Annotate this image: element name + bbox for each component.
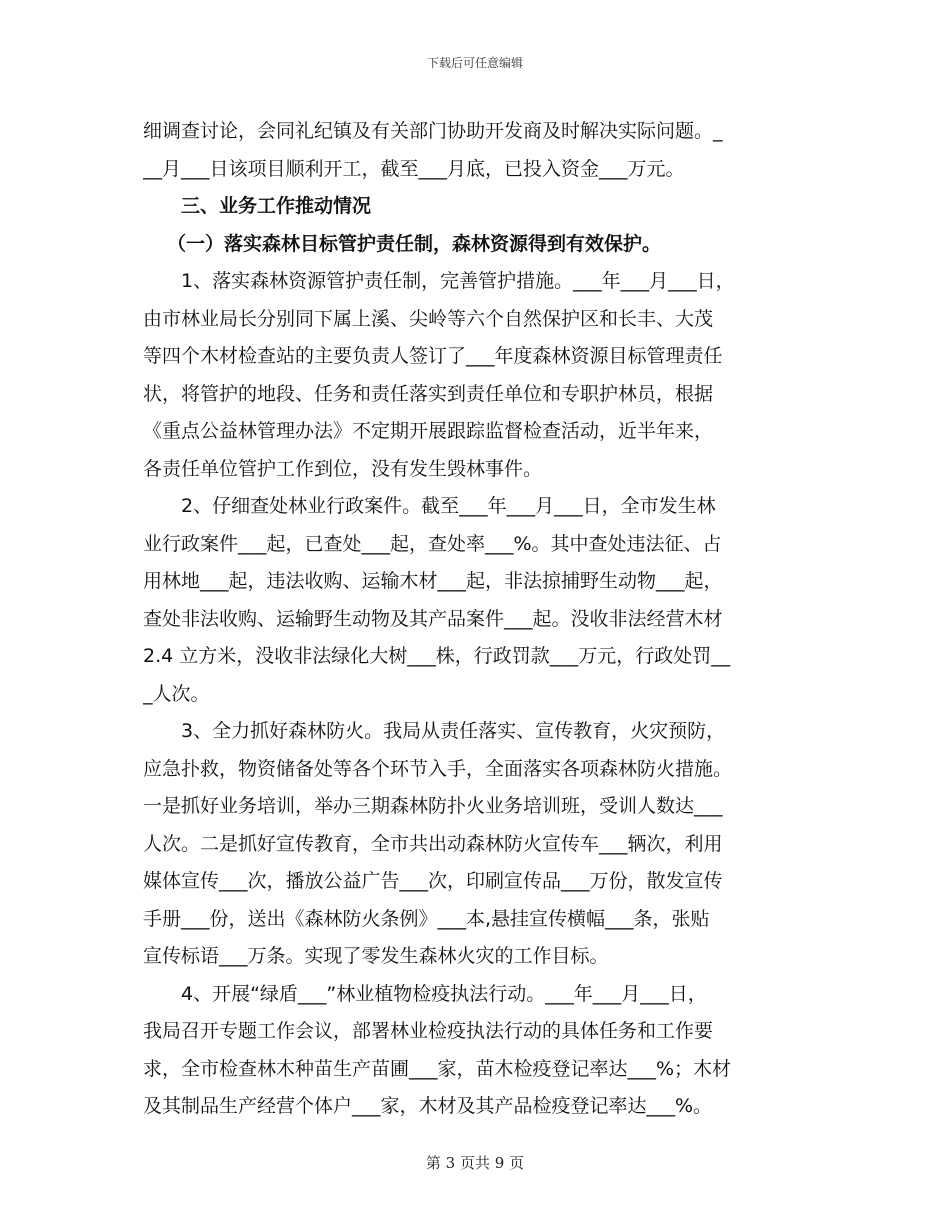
text-line: 宣传标语___万条。实现了零发生森林火灾的工作目标。 (143, 945, 609, 967)
text-line: 查处非法收购、运输野生动物及其产品案件___起。没收非法经营木材 (143, 607, 723, 630)
page-footer: 第 3 页共 9 页 (425, 1154, 525, 1172)
text-line: 人次。二是抓好宣传教育，全市共出动森林防火宣传车___辆次，利用 (143, 832, 723, 855)
text-line: 一是抓好业务培训，举办三期森林防扑火业务培训班，受训人数达___ (143, 795, 723, 817)
paragraph-start: 4、开展“绿盾___”林业植物检疫执法行动。___年___月___日， (181, 982, 707, 1005)
text-line: 业行政案件___起，已查处___起，查处率___%。其中查处违法征、占 (143, 532, 722, 555)
text-line: 我局召开专题工作会议，部署林业检疫执法行动的具体任务和工作要 (143, 1020, 714, 1042)
text-line: 手册___份，送出《森林防火条例》___本,悬挂宣传横幅___条，张贴 (143, 907, 710, 930)
text-line: 等四个木材检查站的主要负责人签订了___年度森林资源目标管理责任 (143, 345, 723, 367)
text-line: 状，将管护的地段、任务和责任落实到责任单位和专职护林员，根据 (143, 382, 714, 405)
subsection-heading: （一）落实森林目标管护责任制，森林资源得到有效保护。 (167, 232, 662, 255)
section-heading: 三、业务工作推动情况 (181, 195, 372, 217)
text-line: 应急扑救，物资储备处等各个环节入手，全面落实各项森林防火措施。 (143, 757, 733, 780)
text-line: 用林地___起，违法收购、运输木材___起，非法掠捕野生动物___起， (143, 570, 723, 592)
text-line: __月___日该项目顺利开工，截至___月底，已投入资金___万元。 (143, 157, 685, 180)
paragraph-start: 1、落实森林资源管护责任制，完善管护措施。___年___月___日， (181, 270, 735, 292)
text-line: _人次。 (143, 682, 210, 705)
text-line: 由市林业局长分别同下属上溪、尖岭等六个自然保护区和长丰、大茂 (143, 307, 714, 330)
text-line: 《重点公益林管理办法》不定期开展跟踪监督检查活动，近半年来， (143, 420, 714, 442)
paragraph-start: 2、仔细查处林业行政案件。截至___年___月___日，全市发生林 (181, 495, 716, 517)
text-line: 各责任单位管护工作到位，没有发生毁林事件。 (143, 457, 543, 480)
text-line: 2.4 立方米，没收非法绿化大树___株，行政罚款___万元，行政处罚__ (143, 645, 731, 667)
page-header: 下载后可任意编辑 (426, 56, 523, 70)
text-line: 细调查讨论，会同礼纪镇及有关部门协助开发商及时解决实际问题。_ (143, 120, 723, 142)
text-line: 及其制品生产经营个体户___家，木材及其产品检疫登记率达___%。 (143, 1095, 713, 1117)
document-body (143, 113, 811, 1126)
text-line: 媒体宣传___次，播放公益广告___次，印刷宣传品___万份，散发宣传 (143, 870, 723, 892)
text-line: 求，全市检查林木种苗生产苗圃___家，苗木检疫登记率达___%；木材 (143, 1057, 732, 1080)
paragraph-start: 3、全力抓好森林防火。我局从责任落实、宣传教育，火灾预防， (181, 720, 726, 742)
